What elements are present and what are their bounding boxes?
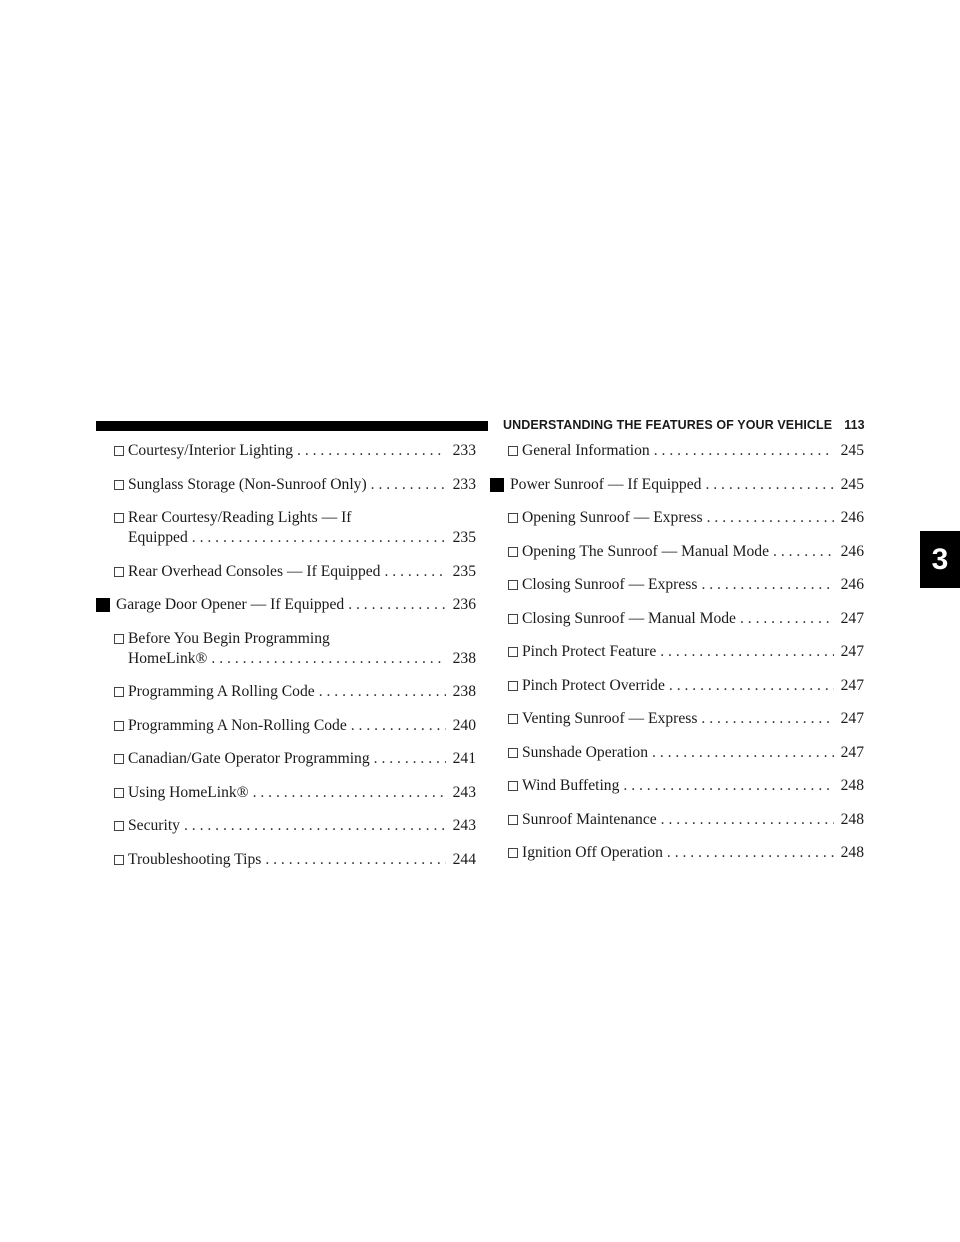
toc-entry-title: Power Sunroof — If Equipped — [510, 475, 702, 493]
toc-page-number: 247 — [840, 710, 864, 727]
toc-entry[interactable] — [490, 843, 864, 863]
toc-entry-line — [114, 629, 476, 649]
toc-entry[interactable] — [490, 441, 864, 461]
toc-entry[interactable] — [490, 609, 864, 629]
toc-entry-title: Programming A Rolling Code — [128, 683, 315, 700]
toc-page-number: 233 — [452, 475, 476, 493]
hollow-square-bullet-icon — [508, 781, 518, 791]
hollow-square-bullet-icon — [114, 855, 124, 865]
toc-entry-line — [114, 508, 476, 528]
toc-entry[interactable] — [96, 441, 476, 461]
hollow-square-bullet-icon — [508, 714, 518, 724]
solid-square-bullet-icon — [96, 598, 110, 612]
hollow-square-bullet-icon — [114, 721, 124, 731]
toc-entry-title: Programming A Non-Rolling Code — [128, 716, 347, 734]
toc-entry[interactable] — [96, 850, 476, 870]
dot-leader — [701, 575, 834, 595]
toc-page-number: 247 — [840, 609, 864, 627]
toc-page-number: 246 — [840, 576, 864, 593]
toc-entry-title: General Information — [522, 442, 650, 459]
toc-page-number: 241 — [452, 750, 476, 767]
toc-entry[interactable] — [96, 816, 476, 836]
toc-page-number: 247 — [840, 676, 864, 694]
toc-page-number: 236 — [452, 596, 476, 613]
dot-leader — [374, 749, 446, 769]
toc-entry-title: Troubleshooting Tips — [128, 850, 262, 868]
dot-leader — [384, 562, 446, 582]
header-title: UNDERSTANDING THE FEATURES OF YOUR VEHICLE — [503, 418, 833, 432]
toc-entry-title: Security — [128, 817, 180, 834]
dot-leader — [701, 709, 834, 729]
toc-entry-title: Courtesy/Interior Lighting — [128, 442, 294, 459]
dot-leader — [705, 475, 834, 495]
toc-entry-title: Before You Begin Programming — [128, 629, 330, 647]
dot-leader — [211, 649, 446, 669]
toc-page-number: 233 — [452, 442, 476, 459]
dot-leader — [192, 528, 446, 548]
toc-entry-title: Wind Buffeting — [522, 777, 620, 794]
toc-page-number: 245 — [840, 475, 864, 493]
toc-entry[interactable] — [96, 749, 476, 769]
toc-entry-title: Sunshade Operation — [522, 743, 649, 761]
hollow-square-bullet-icon — [114, 821, 124, 831]
toc-entry-title: Rear Overhead Consoles — If Equipped — [128, 562, 381, 580]
dot-leader — [660, 642, 834, 662]
toc-page-number: 247 — [840, 643, 864, 660]
toc-page-number: 235 — [452, 562, 476, 580]
running-header — [503, 418, 865, 432]
header-page-number: 113 — [844, 418, 865, 432]
dot-leader — [184, 816, 446, 836]
hollow-square-bullet-icon — [508, 614, 518, 624]
solid-square-bullet-icon — [490, 478, 504, 492]
hollow-square-bullet-icon — [114, 446, 124, 456]
dot-leader — [265, 850, 446, 870]
toc-right-column — [490, 441, 864, 877]
hollow-square-bullet-icon — [114, 634, 124, 644]
toc-page-number: 244 — [452, 850, 476, 868]
toc-entry-title: Venting Sunroof — Express — [522, 710, 698, 727]
toc-page-number: 245 — [840, 442, 864, 459]
toc-entry-title: Closing Sunroof — Express — [522, 576, 698, 593]
toc-page-number: 246 — [840, 542, 864, 560]
toc-entry[interactable] — [490, 776, 864, 796]
toc-entry[interactable] — [490, 642, 864, 662]
toc-entry-title: Canadian/Gate Operator Programming — [128, 750, 370, 767]
hollow-square-bullet-icon — [114, 480, 124, 490]
toc-entry[interactable] — [96, 562, 476, 582]
dot-leader — [669, 676, 834, 696]
hollow-square-bullet-icon — [508, 748, 518, 758]
toc-entry[interactable] — [490, 508, 864, 528]
toc-entry-title: Pinch Protect Feature — [522, 643, 657, 660]
toc-entry-title-continued: Equipped — [128, 529, 188, 546]
dot-leader — [667, 843, 834, 863]
toc-entry-line — [114, 649, 476, 669]
toc-page-number: 247 — [840, 743, 864, 761]
hollow-square-bullet-icon — [114, 754, 124, 764]
dot-leader — [371, 475, 446, 495]
toc-entry-title: Opening Sunroof — Express — [522, 509, 703, 526]
toc-entry-title: Using HomeLink® — [128, 783, 249, 801]
toc-entry[interactable] — [490, 709, 864, 729]
toc-entry[interactable] — [96, 475, 476, 495]
toc-entry-title: Opening The Sunroof — Manual Mode — [522, 542, 770, 560]
dot-leader — [297, 441, 446, 461]
dot-leader — [654, 441, 834, 461]
hollow-square-bullet-icon — [508, 681, 518, 691]
dot-leader — [319, 682, 446, 702]
toc-entry-line — [114, 528, 476, 548]
toc-page-number: 238 — [452, 649, 476, 667]
toc-entry[interactable] — [96, 783, 476, 803]
toc-entry[interactable] — [490, 575, 864, 595]
header-rule — [96, 421, 488, 431]
toc-page-number: 235 — [452, 529, 476, 546]
dot-leader — [253, 783, 446, 803]
toc-entry-title-continued: HomeLink® — [128, 649, 208, 667]
hollow-square-bullet-icon — [508, 815, 518, 825]
toc-entry-title: Closing Sunroof — Manual Mode — [522, 609, 736, 627]
toc-entry-title: Garage Door Opener — If Equipped — [116, 596, 345, 613]
hollow-square-bullet-icon — [114, 788, 124, 798]
toc-entry-title: Rear Courtesy/Reading Lights — If — [128, 509, 352, 526]
hollow-square-bullet-icon — [508, 647, 518, 657]
toc-page-number: 243 — [452, 783, 476, 801]
toc-entry[interactable] — [490, 743, 864, 763]
toc-page-number: 248 — [840, 844, 864, 861]
toc-entry[interactable] — [96, 629, 476, 669]
toc-page-number: 243 — [452, 817, 476, 834]
toc-entry[interactable] — [490, 475, 864, 495]
hollow-square-bullet-icon — [114, 687, 124, 697]
toc-entry[interactable] — [96, 595, 476, 615]
dot-leader — [351, 716, 446, 736]
toc-entry[interactable] — [96, 716, 476, 736]
hollow-square-bullet-icon — [508, 446, 518, 456]
toc-entry-title: Pinch Protect Override — [522, 676, 665, 694]
hollow-square-bullet-icon — [508, 848, 518, 858]
toc-page-number: 238 — [452, 683, 476, 700]
chapter-tab[interactable]: 3 — [920, 531, 960, 588]
toc-entry[interactable] — [96, 508, 476, 548]
toc-page-number: 240 — [452, 716, 476, 734]
dot-leader — [773, 542, 834, 562]
toc-entry-title: Sunroof Maintenance — [522, 810, 657, 828]
hollow-square-bullet-icon — [508, 580, 518, 590]
toc-entry-title: Ignition Off Operation — [522, 844, 663, 861]
toc-page-number: 248 — [840, 810, 864, 828]
hollow-square-bullet-icon — [508, 513, 518, 523]
dot-leader — [707, 508, 834, 528]
toc-entry-title: Sunglass Storage (Non-Sunroof Only) — [128, 475, 367, 493]
hollow-square-bullet-icon — [508, 547, 518, 557]
dot-leader — [623, 776, 834, 796]
toc-left-column — [96, 441, 476, 883]
dot-leader — [740, 609, 834, 629]
dot-leader — [348, 595, 446, 615]
toc-page-number: 248 — [840, 777, 864, 794]
toc-entry[interactable] — [490, 542, 864, 562]
toc-entry[interactable] — [490, 810, 864, 830]
toc-entry[interactable] — [490, 676, 864, 696]
toc-page-number: 246 — [840, 509, 864, 526]
dot-leader — [661, 810, 834, 830]
toc-entry[interactable] — [96, 682, 476, 702]
dot-leader — [652, 743, 834, 763]
hollow-square-bullet-icon — [114, 513, 124, 523]
hollow-square-bullet-icon — [114, 567, 124, 577]
